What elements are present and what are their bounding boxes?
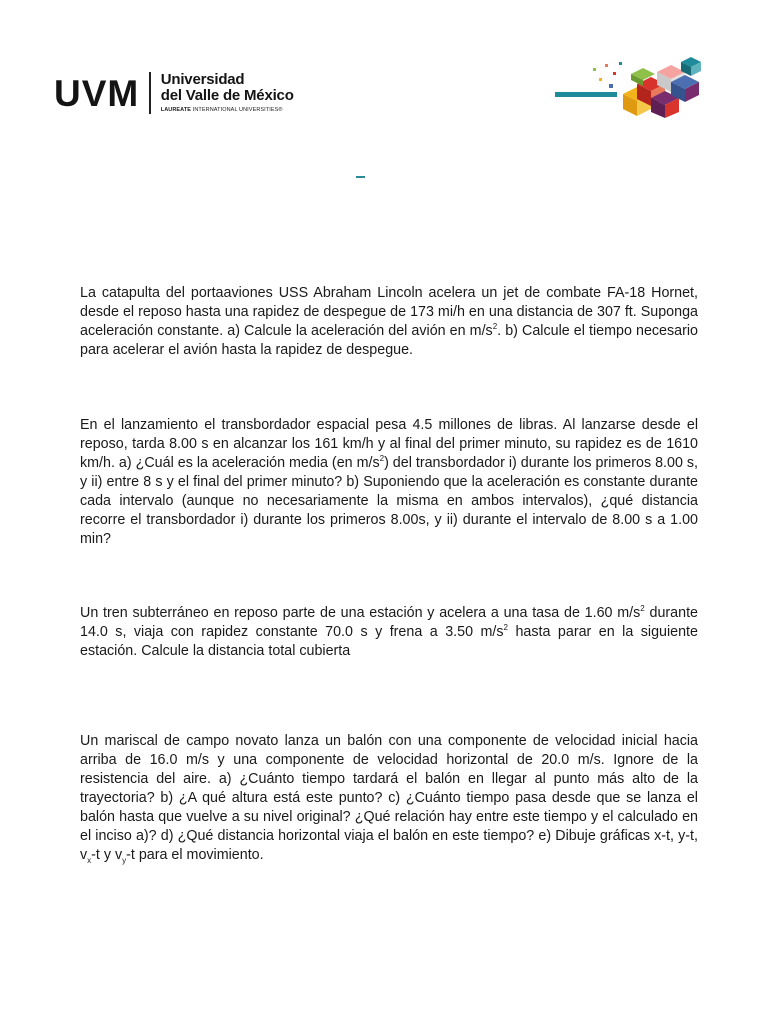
superscript: 2: [492, 322, 498, 332]
subscript: x: [87, 855, 92, 865]
problem-text: . b) Calcule el tiempo necesario para acelerar el avión hasta la rapidez de despegue.: [80, 323, 698, 358]
problem-3: [80, 604, 698, 661]
logo-university-name-line2: del Valle de México: [160, 87, 294, 104]
problem-text: Un mariscal de campo novato lanza un balón con una componente de velocidad inicial hacia arriba de 16.0 m/s y una componente de velocidad horizontal de 20.0 m/s. Ignore de la resistencia del aire. a) ¿Cuánto tiempo tardará el balón en llegar al punto más alto de la trayectoria? b) ¿A qué altura está este punto? c) ¿Cuánto tiempo pasa desde que se lanza el balón hasta que vuelve a su nivel original? ¿Qué relación hay entre este tiempo y el calculado en el inciso a)? d) ¿Qué distancia horizontal viaja el balón en este tiempo? e) Dibuje gráficas x-t, y-t, v: [80, 733, 698, 863]
problem-text: -t y v: [91, 847, 123, 863]
problem-text: ) del transbordador i) durante los primeros 8.00 s, y ii) entre 8 s y el final del primer minuto? b) Suponiendo que la aceleración es constante durante cada intervalo (aunque no necesariamente la misma en ambos intervalos), ¿qué distancia recorre el transbordador i) durante los primeros 8.00s, y ii) durante el intervalo de 8.00 s a 1.00 min?: [80, 455, 698, 547]
page-dash-mark: [356, 176, 365, 178]
problem-text: durante 14.0 s, viaja con rapidez constante 70.0 s y frena a 3.50 m/s: [80, 605, 698, 640]
logo-divider: [149, 72, 151, 114]
problem-4: [80, 732, 698, 865]
superscript: 2: [640, 604, 645, 614]
logo-tagline: [161, 108, 294, 114]
logo-tagline-rest: INTERNATIONAL UNIVERSITIES®: [191, 107, 283, 113]
uvm-logo-mark: UVM: [54, 73, 140, 114]
logo-tagline-bold: LAUREATE: [160, 107, 192, 113]
superscript: 2: [379, 454, 385, 464]
problem-text: hasta parar en la siguiente estación. Calcule la distancia total cubierta: [80, 624, 698, 659]
colored-cubes-emblem-icon: [553, 54, 713, 118]
uvm-logo: [54, 72, 294, 116]
superscript: 2: [503, 623, 508, 633]
problem-text: En el lanzamiento el transbordador espacial pesa 4.5 millones de libras. Al lanzarse desde el reposo, tarda 8.00 s en alcanzar los 161 km/h y al final del primer minuto, su rapidez es de 1610 km/h. a) ¿Cuál es la aceleración media (en m/s: [80, 417, 698, 471]
document-header: [0, 0, 768, 140]
problem-text: La catapulta del portaaviones USS Abraham Lincoln acelera un jet de combate FA-18 Hornet, desde el reposo hasta una rapidez de despegue de 173 mi/h en una distancia de 307 ft. Suponga aceleración constante. a) Calcule la aceleración del avión en m/s: [80, 285, 698, 339]
problem-text: -t para el movimiento.: [126, 847, 264, 863]
problem-text: Un tren subterráneo en reposo parte de una estación y acelera a una tasa de 1.60 m/s: [80, 605, 641, 621]
problem-2: [80, 416, 698, 549]
logo-text: [161, 72, 294, 114]
subscript: y: [122, 855, 127, 865]
problem-1: [80, 284, 698, 360]
logo-university-name-line1: Universidad: [160, 71, 245, 88]
